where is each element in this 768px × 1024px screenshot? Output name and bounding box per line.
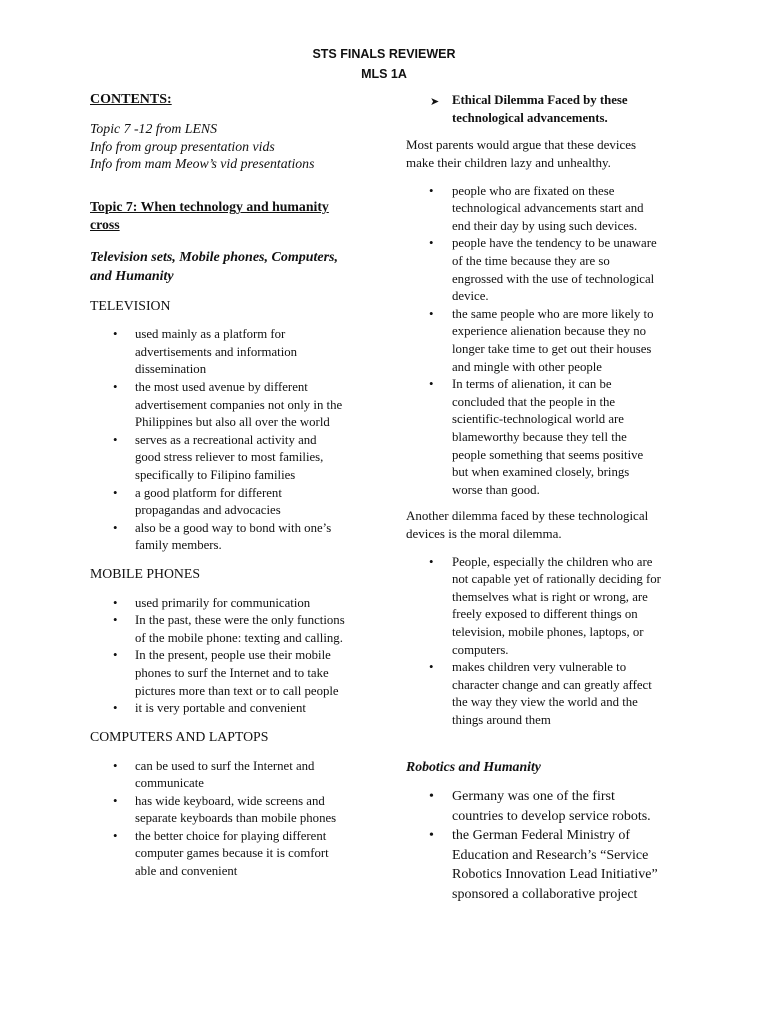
bullet-line: computers. bbox=[452, 642, 509, 657]
television-title: TELEVISION bbox=[90, 297, 171, 313]
paragraph-moral bbox=[406, 507, 682, 543]
computers-list bbox=[90, 758, 372, 881]
bullet-line: people something that seems positive bbox=[452, 447, 644, 462]
bullet-line: In the present, people use their mobile bbox=[135, 648, 331, 663]
bullet-line: used mainly as a platform for bbox=[135, 327, 286, 342]
bullet-dot-icon: • bbox=[113, 595, 118, 610]
bullet-dot-icon: • bbox=[429, 183, 434, 198]
bullet-line: of the mobile phone: texting and calling. bbox=[135, 630, 343, 645]
bullet-dot-icon: • bbox=[113, 485, 118, 500]
bullet-line: advertisements and information bbox=[135, 344, 298, 359]
bullet-line: Germany was one of the first bbox=[452, 789, 615, 805]
bullet-line: engrossed with the use of technological bbox=[452, 271, 655, 286]
bullet-line: Education and Research’s “Service bbox=[452, 847, 649, 863]
bullet-line: used primarily for communication bbox=[135, 595, 311, 610]
bullet-item bbox=[406, 376, 682, 499]
subheading-line: and Humanity bbox=[90, 269, 174, 285]
bullet-line: the German Federal Ministry of bbox=[452, 828, 631, 844]
bullet-item bbox=[406, 554, 682, 660]
mobile-title: MOBILE PHONES bbox=[90, 565, 200, 581]
bullet-item bbox=[406, 787, 682, 826]
right-column bbox=[406, 92, 682, 904]
bullet-item bbox=[90, 700, 372, 718]
bullet-line: computer games because it is comfort bbox=[135, 846, 329, 861]
bullet-line: a good platform for different bbox=[135, 485, 282, 500]
bullet-item bbox=[90, 793, 372, 828]
bullet-dot-icon: • bbox=[113, 520, 118, 535]
bullet-line: people have the tendency to be unaware bbox=[452, 236, 657, 251]
bullet-line: device. bbox=[452, 289, 489, 304]
bullet-line: people who are fixated on these bbox=[452, 183, 615, 198]
bullet-line: also be a good way to bond with one’s bbox=[135, 520, 332, 535]
bullet-item bbox=[90, 595, 372, 613]
bullet-line: countries to develop service robots. bbox=[452, 808, 651, 824]
dilemma-heading bbox=[406, 92, 682, 127]
bullet-dot-icon: • bbox=[113, 432, 118, 447]
paragraph-line: make their children lazy and unhealthy. bbox=[406, 155, 611, 171]
bullet-dot-icon: • bbox=[113, 380, 118, 394]
bullet-line: blameworthy because they tell the bbox=[452, 429, 627, 444]
bullet-line: and mingle with other people bbox=[452, 359, 602, 374]
bullet-line: can be used to surf the Internet and bbox=[135, 758, 315, 773]
bullet-line: worse than good. bbox=[452, 482, 540, 497]
bullet-dot-icon: • bbox=[113, 793, 118, 808]
bullet-line: able and convenient bbox=[135, 864, 238, 879]
bullet-line: communicate bbox=[135, 776, 204, 791]
bullet-line: good stress reliever to most families, bbox=[135, 450, 324, 465]
bullet-line: scientific-technological world are bbox=[452, 412, 624, 427]
topic7-heading-line: cross bbox=[90, 216, 120, 232]
bullet-line: specifically to Filipino families bbox=[135, 467, 296, 482]
bullet-dot-icon: • bbox=[113, 828, 118, 843]
bullet-dot-icon: • bbox=[429, 554, 434, 569]
bullet-line: television, mobile phones, laptops, or bbox=[452, 625, 644, 640]
bullet-line: themselves what is right or wrong, are bbox=[452, 589, 648, 604]
bullet-line: sponsored a collaborative project bbox=[452, 886, 638, 902]
bullet-item bbox=[406, 659, 682, 729]
arrow-bullet-icon: ➤ bbox=[430, 95, 440, 108]
computers-title: COMPUTERS AND LAPTOPS bbox=[90, 728, 269, 744]
bullet-line: propagandas and advocacies bbox=[135, 503, 281, 518]
bullet-line: People, especially the children who are bbox=[452, 554, 653, 569]
bullet-item bbox=[406, 183, 682, 236]
bullet-dot-icon: • bbox=[429, 789, 434, 805]
bullet-line: freely exposed to different things on bbox=[452, 607, 638, 622]
bullet-line: family members. bbox=[135, 538, 222, 553]
bullet-item bbox=[90, 432, 372, 485]
bullet-line: but when examined closely, brings bbox=[452, 465, 630, 480]
bullet-line: not capable yet of rationally deciding for bbox=[452, 572, 661, 587]
bullet-item bbox=[406, 306, 682, 376]
bullet-line: things around them bbox=[452, 713, 551, 728]
bullet-item bbox=[90, 828, 372, 881]
dilemma-heading-line: Ethical Dilemma Faced by these bbox=[452, 93, 628, 107]
bullet-line: of the time because they are so bbox=[452, 253, 610, 268]
bullet-line: In the past, these were the only functions bbox=[135, 613, 345, 628]
paragraph-line: devices is the moral dilemma. bbox=[406, 526, 562, 542]
bullet-dot-icon: • bbox=[113, 701, 118, 716]
bullet-line: character change and can greatly affect bbox=[452, 677, 652, 692]
subheading-line: Television sets, Mobile phones, Computers, bbox=[90, 249, 339, 265]
bullet-line: dissemination bbox=[135, 362, 207, 377]
bullet-line: phones to surf the Internet and to take bbox=[135, 666, 329, 681]
bullet-item bbox=[90, 379, 372, 432]
bullet-line: advertisement companies not only in the bbox=[135, 397, 343, 412]
left-column bbox=[90, 92, 372, 881]
bullet-dot-icon: • bbox=[429, 377, 434, 392]
moral-list bbox=[406, 554, 682, 730]
bullet-line: end their day by using such devices. bbox=[452, 218, 638, 233]
bullet-item bbox=[90, 647, 372, 700]
robotics-list bbox=[406, 787, 682, 904]
bullet-item bbox=[90, 612, 372, 647]
bullet-dot-icon: • bbox=[113, 613, 118, 628]
paragraph-line: Most parents would argue that these devices bbox=[406, 137, 637, 153]
bullet-item bbox=[90, 326, 372, 379]
bullet-item bbox=[90, 485, 372, 520]
bullet-dot-icon: • bbox=[429, 828, 434, 844]
contents-list bbox=[90, 120, 372, 173]
bullet-line: the better choice for playing different bbox=[135, 828, 327, 843]
bullet-line: makes children very vulnerable to bbox=[452, 660, 627, 675]
bullet-line: In terms of alienation, it can be bbox=[452, 377, 612, 392]
document-title: STS FINALS REVIEWER bbox=[312, 47, 456, 61]
contents-item: Info from group presentation vids bbox=[90, 138, 275, 154]
paragraph-parents bbox=[406, 136, 682, 172]
bullet-dot-icon: • bbox=[113, 648, 118, 663]
bullet-dot-icon: • bbox=[429, 306, 434, 321]
bullet-dot-icon: • bbox=[113, 758, 118, 773]
bullet-item bbox=[406, 826, 682, 904]
bullet-dot-icon: • bbox=[429, 660, 434, 675]
bullet-item bbox=[90, 520, 372, 555]
contents-heading: CONTENTS: bbox=[90, 92, 172, 107]
paragraph-line: Another dilemma faced by these technological bbox=[406, 508, 649, 524]
bullet-line: Philippines but also all over the world bbox=[135, 415, 330, 430]
bullet-line: pictures more than text or to call people bbox=[135, 683, 339, 698]
dilemma-heading-line: technological advancements. bbox=[452, 110, 608, 125]
bullet-dot-icon: • bbox=[429, 236, 434, 251]
bullet-line: separate keyboards than mobile phones bbox=[135, 811, 337, 826]
topic7-heading-line: Topic 7: When technology and humanity bbox=[90, 199, 329, 215]
bullet-item bbox=[406, 235, 682, 305]
mobile-list bbox=[90, 595, 372, 718]
document-subtitle: MLS 1A bbox=[361, 67, 407, 81]
television-list bbox=[90, 326, 372, 555]
bullet-line: the most used avenue by different bbox=[135, 380, 308, 394]
bullet-line: the way they view the world and the bbox=[452, 695, 638, 710]
bullet-line: it is very portable and convenient bbox=[135, 701, 306, 716]
bullet-line: Robotics Innovation Lead Initiative” bbox=[452, 867, 658, 883]
bullet-item bbox=[90, 758, 372, 793]
bullet-line: concluded that the people in the bbox=[452, 394, 616, 409]
bullet-line: serves as a recreational activity and bbox=[135, 432, 317, 447]
contents-item: Info from mam Meow’s vid presentations bbox=[90, 156, 315, 172]
bullet-line: experience alienation because they no bbox=[452, 324, 646, 339]
dilemma-list bbox=[406, 183, 682, 500]
bullet-dot-icon: • bbox=[113, 327, 118, 342]
topic7-heading bbox=[90, 198, 372, 233]
bullet-line: technological advancements start and bbox=[452, 201, 644, 216]
bullet-line: the same people who are more likely to bbox=[452, 306, 654, 321]
bullet-line: longer take time to get out their houses bbox=[452, 341, 652, 356]
bullet-line: has wide keyboard, wide screens and bbox=[135, 793, 325, 808]
topic7-subheading bbox=[90, 248, 372, 287]
contents-item: Topic 7 -12 from LENS bbox=[90, 121, 218, 136]
robotics-heading: Robotics and Humanity bbox=[406, 758, 541, 774]
